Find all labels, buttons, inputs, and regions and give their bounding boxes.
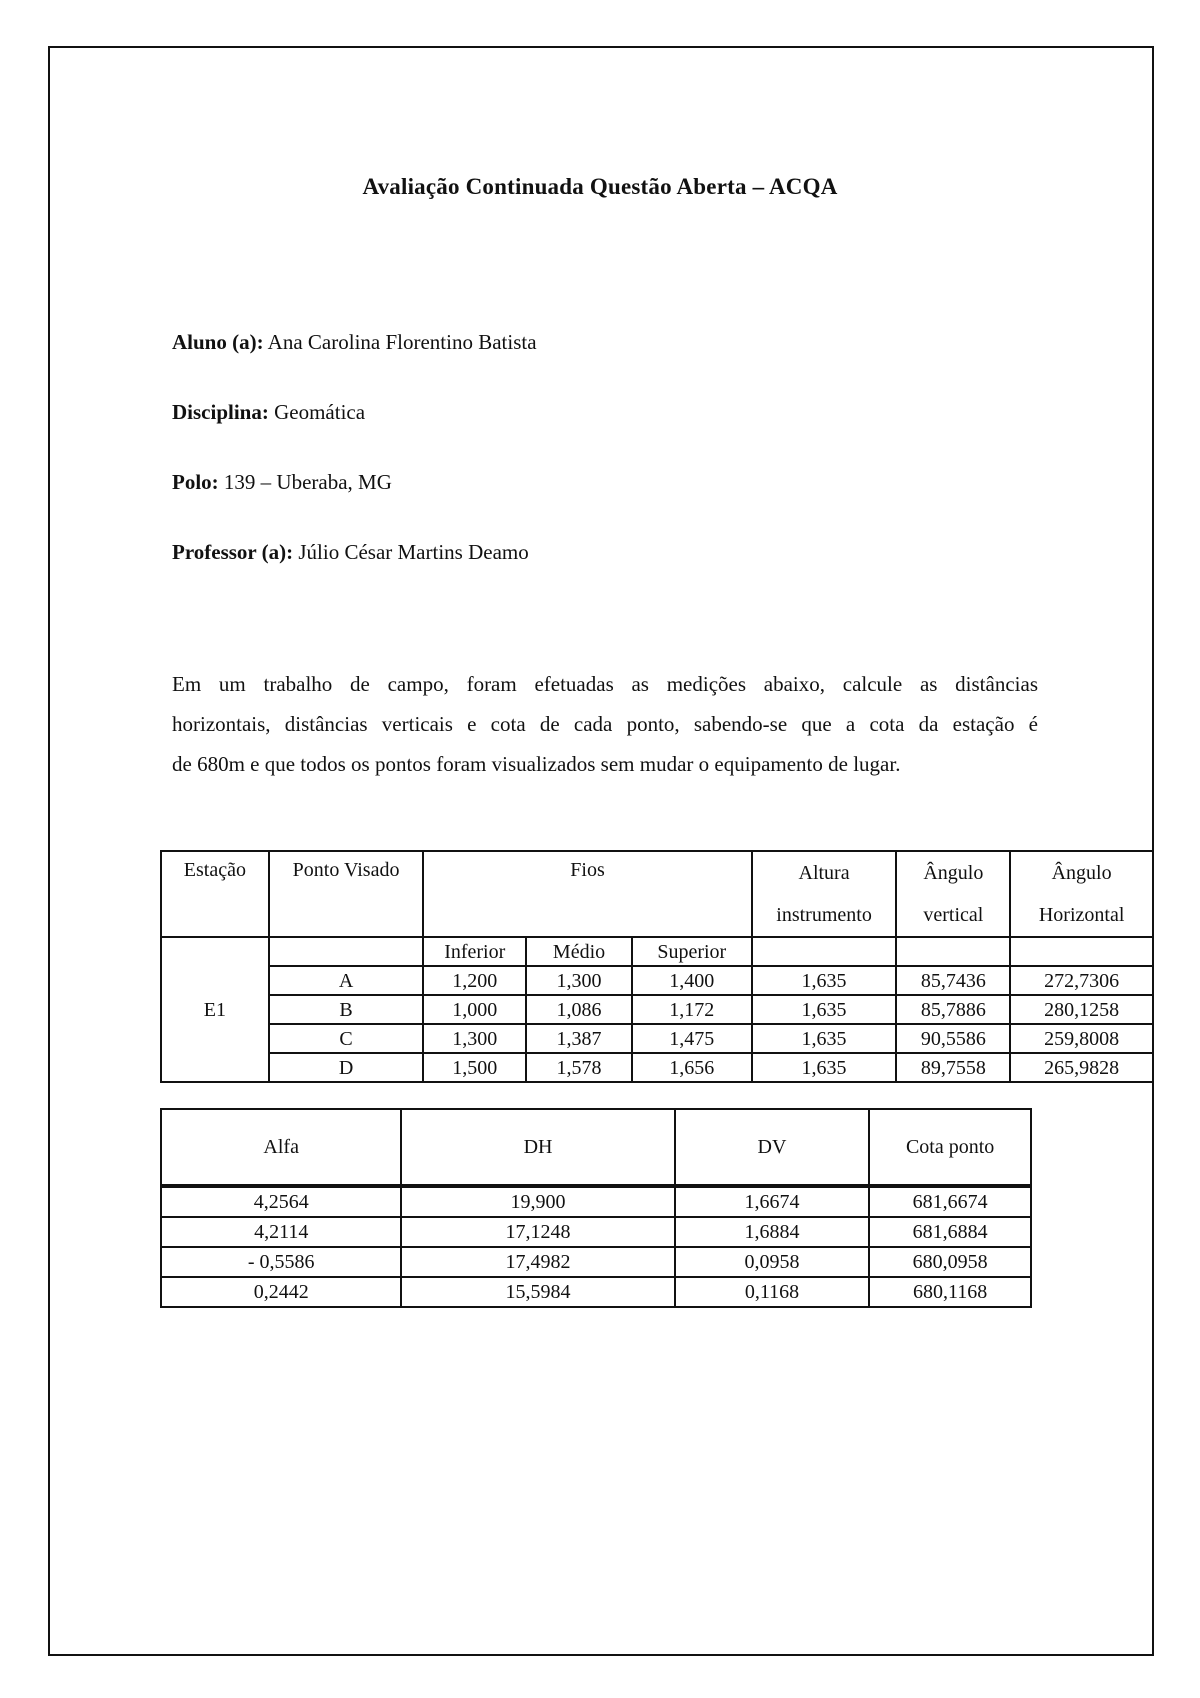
disciplina-value: Geomática [268, 400, 366, 424]
cell-superior: 1,656 [632, 1053, 752, 1082]
results-table [160, 1108, 1032, 1308]
cell-inferior: 1,200 [423, 966, 526, 995]
cell-alfa: 4,2564 [161, 1186, 401, 1217]
cell-angulo-vertical: 90,5586 [896, 1024, 1010, 1053]
table-row [161, 1217, 1031, 1247]
cell-altura: 1,635 [752, 966, 897, 995]
cell-inferior: 1,000 [423, 995, 526, 1024]
header-fios: Fios [423, 851, 751, 937]
cell-medio: 1,578 [526, 1053, 632, 1082]
table-row [161, 966, 1153, 995]
measurements-table [160, 850, 1154, 1083]
header-superior: Superior [632, 937, 752, 966]
header-cota-ponto: Cota ponto [869, 1109, 1031, 1186]
table-row [161, 1053, 1153, 1082]
station-cell: E1 [161, 937, 269, 1082]
cell-altura: 1,635 [752, 1024, 897, 1053]
field-disciplina [172, 400, 365, 425]
disciplina-label: Disciplina: [172, 400, 269, 424]
polo-label: Polo: [172, 470, 219, 494]
cell-angulo-horizontal: 280,1258 [1010, 995, 1153, 1024]
aluno-label: Aluno (a): [172, 330, 264, 354]
cell-medio: 1,387 [526, 1024, 632, 1053]
cell-cota: 680,0958 [869, 1247, 1031, 1277]
aluno-value: Ana Carolina Florentino Batista [263, 330, 537, 354]
cell-superior: 1,400 [632, 966, 752, 995]
cell-dv: 0,1168 [675, 1277, 870, 1307]
cell-dh: 15,5984 [401, 1277, 674, 1307]
cell-alfa: - 0,5586 [161, 1247, 401, 1277]
cell-angulo-vertical: 85,7436 [896, 966, 1010, 995]
cell-dh: 17,1248 [401, 1217, 674, 1247]
header-alfa: Alfa [161, 1109, 401, 1186]
cell-dh: 17,4982 [401, 1247, 674, 1277]
table1-subheader-row [161, 937, 1153, 966]
table1-header-row-1 [161, 851, 1153, 894]
cell-inferior: 1,500 [423, 1053, 526, 1082]
subheader-empty [896, 937, 1010, 966]
cell-superior: 1,475 [632, 1024, 752, 1053]
paragraph-line-3: de 680m e que todos os pontos foram visualizados sem mudar o equipamento de lugar. [172, 752, 901, 776]
header-angulo-vertical-bottom: vertical [896, 894, 1010, 937]
cell-dv: 0,0958 [675, 1247, 870, 1277]
professor-value: Júlio César Martins Deamo [293, 540, 529, 564]
polo-value: 139 – Uberaba, MG [218, 470, 392, 494]
cell-inferior: 1,300 [423, 1024, 526, 1053]
cell-superior: 1,172 [632, 995, 752, 1024]
cell-dh: 19,900 [401, 1186, 674, 1217]
cell-ponto: C [269, 1024, 424, 1053]
header-angulo-vertical-top: Ângulo [896, 851, 1010, 894]
professor-label: Professor (a): [172, 540, 294, 564]
field-professor [172, 540, 529, 565]
cell-angulo-vertical: 89,7558 [896, 1053, 1010, 1082]
cell-cota: 681,6674 [869, 1186, 1031, 1217]
cell-angulo-vertical: 85,7886 [896, 995, 1010, 1024]
field-aluno [172, 330, 537, 355]
table-row [161, 1186, 1031, 1217]
cell-ponto: A [269, 966, 424, 995]
header-angulo-horizontal-top: Ângulo [1010, 851, 1153, 894]
subheader-empty [1010, 937, 1153, 966]
header-altura-bottom: instrumento [752, 894, 897, 937]
cell-ponto: B [269, 995, 424, 1024]
header-dv: DV [675, 1109, 870, 1186]
cell-alfa: 4,2114 [161, 1217, 401, 1247]
cell-ponto: D [269, 1053, 424, 1082]
table2-header-row [161, 1109, 1031, 1186]
cell-cota: 681,6884 [869, 1217, 1031, 1247]
cell-dv: 1,6674 [675, 1186, 870, 1217]
table-row [161, 1247, 1031, 1277]
header-altura-top: Altura [752, 851, 897, 894]
cell-dv: 1,6884 [675, 1217, 870, 1247]
paragraph-line-1: Em um trabalho de campo, foram efetuadas as medições abaixo, calcule as distâncias [172, 672, 1038, 696]
table-row [161, 1277, 1031, 1307]
header-medio: Médio [526, 937, 632, 966]
paragraph-line-2: horizontais, distâncias verticais e cota de cada ponto, sabendo-se que a cota da estação é [172, 712, 1038, 736]
field-polo [172, 470, 392, 495]
cell-altura: 1,635 [752, 995, 897, 1024]
header-estacao: Estação [161, 851, 269, 937]
cell-angulo-horizontal: 259,8008 [1010, 1024, 1153, 1053]
cell-altura: 1,635 [752, 1053, 897, 1082]
header-ponto-visado: Ponto Visado [269, 851, 424, 937]
table-row [161, 995, 1153, 1024]
cell-angulo-horizontal: 265,9828 [1010, 1053, 1153, 1082]
header-dh: DH [401, 1109, 674, 1186]
cell-angulo-horizontal: 272,7306 [1010, 966, 1153, 995]
cell-alfa: 0,2442 [161, 1277, 401, 1307]
cell-medio: 1,086 [526, 995, 632, 1024]
subheader-empty [752, 937, 897, 966]
cell-medio: 1,300 [526, 966, 632, 995]
table-row [161, 1024, 1153, 1053]
problem-statement [172, 664, 1038, 784]
subheader-empty [269, 937, 424, 966]
header-inferior: Inferior [423, 937, 526, 966]
document-title: Avaliação Continuada Questão Aberta – ACQA [362, 174, 838, 199]
cell-cota: 680,1168 [869, 1277, 1031, 1307]
header-angulo-horizontal-bottom: Horizontal [1010, 894, 1153, 937]
